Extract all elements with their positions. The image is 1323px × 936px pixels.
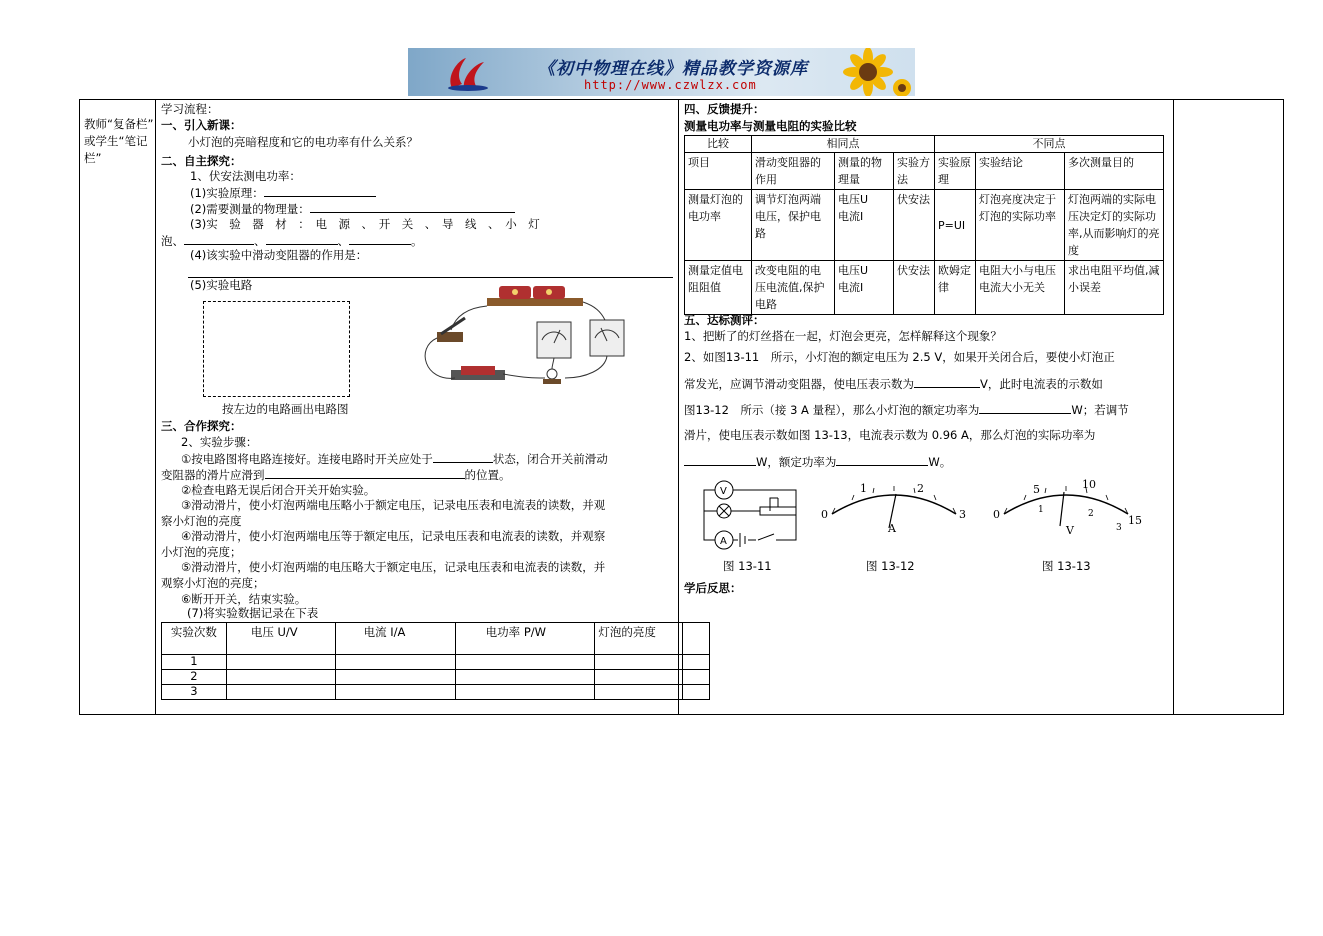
cell: 实验原理 <box>935 153 976 190</box>
equipment-blank-1[interactable] <box>184 233 254 245</box>
step-6: ⑥断开开关，结束实验。 <box>181 592 307 606</box>
voltmeter-label: V <box>720 486 727 497</box>
question-2d: 滑片，使电压表示数如图 13-13，电流表示数为 0.96 A，那么灯泡的实际功率为 <box>684 428 1096 442</box>
cell: 测量的物理量 <box>835 153 894 190</box>
divider-3 <box>1173 99 1174 715</box>
cell: 项目 <box>685 153 752 190</box>
brightness-cell[interactable] <box>595 670 683 685</box>
dial-inner-label: 3 <box>1116 523 1122 533</box>
section-1-title: 一、引入新课： <box>161 118 242 132</box>
header-banner <box>408 48 915 96</box>
cell: 电压U 电流I <box>835 190 894 261</box>
cell: 灯泡亮度决定于灯泡的实际功率 <box>976 190 1065 261</box>
table-header-row <box>162 623 710 655</box>
table-row <box>162 670 710 685</box>
question-2a: 2、如图13-11 所示，小灯泡的额定电压为 2.5 V，如果开关闭合后，要使小灯泡正 <box>684 350 1115 364</box>
step-7: (7)将实验数据记录在下表 <box>187 606 319 620</box>
cell: 欧姆定律 <box>935 261 976 315</box>
step-1b: 变阻器的滑片应滑到 的位置。 <box>161 468 511 482</box>
extra-cell[interactable] <box>683 685 710 700</box>
cell: P=UI <box>935 190 976 261</box>
question-2c: 图13-12 所示（接 3 A 量程），那么小灯泡的额定功率为 W；若调节 <box>684 403 1129 417</box>
dial-tick-label: 1 <box>860 482 867 495</box>
comparison-header-row <box>685 136 1164 153</box>
voltage-answer-blank[interactable] <box>914 376 980 388</box>
comparison-subtitle: 测量电功率与测量电阻的实验比较 <box>684 119 857 133</box>
steps-title: 2、实验步骤： <box>181 435 258 449</box>
table-row <box>162 655 710 670</box>
step-4b: 小灯泡的亮度； <box>161 545 242 559</box>
data-record-table <box>161 622 710 700</box>
banner-title: 《初中物理在线》精品教学资源库 <box>538 59 808 79</box>
table-header-cell: 电流 I/A <box>335 623 455 655</box>
sidebar-note-3: 栏” <box>84 151 102 165</box>
intro-question: 小灯泡的亮暗程度和它的电功率有什么关系？ <box>188 135 418 149</box>
cell: 实验方法 <box>894 153 935 190</box>
cell: 测量灯泡的电功率 <box>685 190 752 261</box>
question-2b: 常发光，应调节滑动变阻器，使电压表示数为 V，此时电流表的示数如 <box>684 377 1103 391</box>
equipment-blank-2[interactable] <box>266 233 338 245</box>
circuit-drawing-box[interactable] <box>203 301 350 397</box>
comparison-table <box>684 135 1164 315</box>
rheostat-role-blank[interactable] <box>188 277 673 278</box>
circuit-diagram-13-11 <box>700 478 804 554</box>
cell: 伏安法 <box>894 190 935 261</box>
voltage-cell[interactable] <box>226 685 335 700</box>
table-row <box>162 685 710 700</box>
question-1: 1、把断了的灯丝搭在一起，灯泡会更亮，怎样解释这个现象？ <box>684 329 1002 343</box>
frame-top <box>79 99 1284 100</box>
cell: 求出电阻平均值,减小误差 <box>1065 261 1164 315</box>
power-cell[interactable] <box>455 655 595 670</box>
dial-tick-label: 10 <box>1082 478 1096 491</box>
current-cell[interactable] <box>335 655 455 670</box>
table-header-cell: 灯泡的亮度 <box>595 623 683 655</box>
principle-label: (1)实验原理： <box>190 185 376 201</box>
cell: 调节灯泡两端电压，保护电路 <box>752 190 835 261</box>
frame-bottom <box>79 714 1284 715</box>
cell: 改变电阻的电压电流值,保护电路 <box>752 261 835 315</box>
rated-power-blank[interactable] <box>979 402 1071 414</box>
current-cell[interactable] <box>335 670 455 685</box>
voltmeter-dial-13-13 <box>988 478 1142 542</box>
same-head: 相同点 <box>752 136 935 153</box>
dial-tick-label: 15 <box>1128 514 1142 527</box>
rated-power-blank-2[interactable] <box>836 454 928 466</box>
power-cell[interactable] <box>455 670 595 685</box>
sidebar-note-1: 教师“复备栏” <box>84 117 154 131</box>
section-4-title: 四、反馈提升： <box>684 102 765 116</box>
brightness-cell[interactable] <box>595 655 683 670</box>
circuit-label: (5)实验电路 <box>190 278 253 292</box>
question-2e: W，额定功率为 W。 <box>684 454 951 470</box>
actual-power-blank[interactable] <box>684 454 756 466</box>
circuit-caption: 按左边的电路画出电路图 <box>222 402 349 416</box>
quantities-label: (2)需要测量的物理量： <box>190 201 515 217</box>
figure-label-13-13: 图 13-13 <box>1042 559 1091 573</box>
principle-blank[interactable] <box>264 185 376 197</box>
dial-inner-label: 1 <box>1038 505 1044 515</box>
step-4: ④滑动滑片，使小灯泡两端电压等于额定电压，记录电压表和电流表的读数，并观察 <box>181 529 606 543</box>
comparison-subheader-row <box>685 153 1164 190</box>
section-5-title: 五、达标测评： <box>684 313 765 327</box>
banner-url: http://www.czwlzx.com <box>584 78 757 92</box>
cell: 电压U 电流I <box>835 261 894 315</box>
section-3-title: 三、合作探究： <box>161 419 242 433</box>
divider-1 <box>155 99 156 715</box>
equipment-blank-3[interactable] <box>349 233 411 245</box>
step-5b: 观察小灯泡的亮度； <box>161 576 265 590</box>
cell: 灯泡两端的实际电压决定灯的实际功率,从而影响灯的亮度 <box>1065 190 1164 261</box>
dial-unit-label: V <box>1066 524 1074 537</box>
comparison-row <box>685 261 1164 315</box>
switch-state-blank[interactable] <box>433 451 493 463</box>
step-3b: 察小灯泡的亮度 <box>161 514 242 528</box>
extra-cell[interactable] <box>683 655 710 670</box>
ammeter-dial-13-12 <box>818 478 970 538</box>
dial-unit-label: A <box>888 522 896 535</box>
row-number: 3 <box>162 685 227 700</box>
power-cell[interactable] <box>455 685 595 700</box>
reflection-title: 学后反思： <box>684 581 742 595</box>
cell: 多次测量目的 <box>1065 153 1164 190</box>
circuit-illustration <box>415 282 629 390</box>
equipment-blanks: 泡、 、 、 。 <box>161 234 423 248</box>
diff-head: 不同点 <box>935 136 1164 153</box>
table-header-cell: 电功率 P/W <box>455 623 595 655</box>
cell: 实验结论 <box>976 153 1065 190</box>
quantities-blank[interactable] <box>310 201 515 213</box>
method-title: 1、伏安法测电功率： <box>190 169 301 183</box>
comparison-row <box>685 190 1164 261</box>
table-header-cell: 电压 U/V <box>226 623 335 655</box>
row-number: 2 <box>162 670 227 685</box>
step-2: ②检查电路无误后闭合开关开始实验。 <box>181 483 376 497</box>
dial-tick-label: 0 <box>993 508 1000 521</box>
dial-inner-label: 2 <box>1088 509 1094 519</box>
voltage-cell[interactable] <box>226 670 335 685</box>
equipment-label: (3)实 验 器 材 ： 电 源 、 开 关 、 导 线 、 小 灯 <box>190 217 540 231</box>
dial-tick-label: 0 <box>821 508 828 521</box>
figure-label-13-12: 图 13-12 <box>866 559 915 573</box>
dial-tick-label: 5 <box>1033 483 1040 496</box>
cell: 测量定值电阻阻值 <box>685 261 752 315</box>
table-header-cell: 实验次数 <box>162 623 227 655</box>
step-5: ⑤滑动滑片，使小灯泡两端的电压略大于额定电压，记录电压表和电流表的读数，并 <box>181 560 606 574</box>
sunflower-icon <box>828 48 915 96</box>
cell: 伏安法 <box>894 261 935 315</box>
frame-left <box>79 99 80 715</box>
cell: 滑动变阻器的作用 <box>752 153 835 190</box>
current-cell[interactable] <box>335 685 455 700</box>
section-2-title: 二、自主探究： <box>161 154 242 168</box>
ammeter-label: A <box>720 536 727 547</box>
frame-right <box>1283 99 1284 715</box>
row-number: 1 <box>162 655 227 670</box>
table-header-cell <box>683 623 710 655</box>
brightness-cell[interactable] <box>595 685 683 700</box>
dial-tick-label: 3 <box>959 508 966 521</box>
dial-tick-label: 2 <box>917 482 924 495</box>
slider-position-blank[interactable] <box>265 467 465 479</box>
extra-cell[interactable] <box>683 670 710 685</box>
figure-label-13-11: 图 13-11 <box>723 559 772 573</box>
logo-icon <box>444 54 490 92</box>
cell: 电阻大小与电压电流大小无关 <box>976 261 1065 315</box>
voltage-cell[interactable] <box>226 655 335 670</box>
sidebar-note-2: 或学生“笔记 <box>84 134 148 148</box>
step-3: ③滑动滑片，使小灯泡两端电压略小于额定电压，记录电压表和电流表的读数，并观 <box>181 498 606 512</box>
step-1: ①按电路图将电路连接好。连接电路时开关应处于 状态，闭合开关前滑动 <box>181 452 608 466</box>
compare-head: 比较 <box>685 136 752 153</box>
rheostat-role-label: (4)该实验中滑动变阻器的作用是： <box>190 248 368 262</box>
flow-title: 学习流程： <box>161 102 219 116</box>
